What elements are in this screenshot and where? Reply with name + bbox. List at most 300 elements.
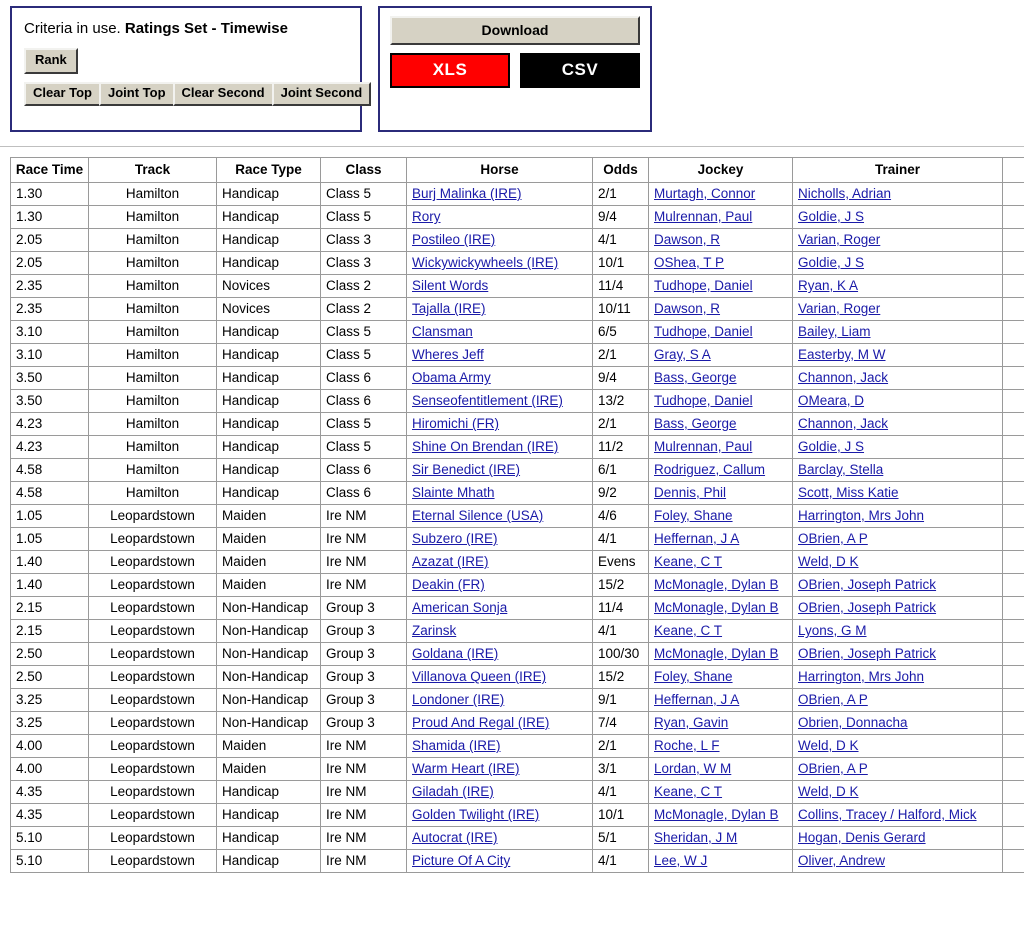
cell-jockey[interactable] [649,436,793,459]
cell-trainer-link[interactable]: Nicholls, Adrian [798,186,892,201]
criteria-set-name: Ratings Set - Timewise [124,20,288,37]
rank-button[interactable]: Rank [24,48,78,74]
table-row [11,367,1024,390]
cell-extra [1003,804,1024,827]
cell-trainer[interactable] [793,735,1003,758]
cell-odds: 6/1 [593,459,649,482]
cell-jockey-link[interactable]: OShea, T P [654,255,725,270]
table-row [11,505,1024,528]
cell-jockey-link[interactable]: Dawson, R [654,301,721,316]
table-row [11,528,1024,551]
cell-trainer[interactable] [793,827,1003,850]
cell-horse[interactable] [407,597,593,620]
cell-jockey-link[interactable]: Foley, Shane [654,508,733,523]
cell-race-time: 4.58 [11,482,89,505]
cell-class: Ire NM [321,758,407,781]
cell-horse-link[interactable]: Sir Benedict (IRE) [412,462,521,477]
cell-trainer[interactable] [793,252,1003,275]
cell-jockey-link[interactable]: Bass, George [654,416,737,431]
cell-trainer-link[interactable]: OBrien, Joseph Patrick [798,577,937,592]
column-header-horse[interactable]: Horse [407,158,593,183]
rank-row [24,48,348,74]
cell-trainer[interactable] [793,574,1003,597]
cell-jockey-link[interactable]: Gray, S A [654,347,711,362]
cell-odds: 4/1 [593,850,649,873]
cell-horse[interactable] [407,459,593,482]
cell-horse-link[interactable]: Tajalla (IRE) [412,301,486,316]
cell-trainer[interactable] [793,551,1003,574]
criteria-description [24,20,348,38]
cell-trainer-link[interactable]: Hogan, Denis Gerard [798,830,926,845]
cell-odds: 9/4 [593,206,649,229]
cell-jockey[interactable] [649,597,793,620]
cell-trainer[interactable] [793,781,1003,804]
table-row [11,689,1024,712]
cell-horse[interactable] [407,413,593,436]
cell-jockey-link[interactable]: Tudhope, Daniel [654,278,753,293]
cell-jockey-link[interactable]: McMonagle, Dylan B [654,807,779,822]
table-row [11,620,1024,643]
cell-horse-link[interactable]: Proud And Regal (IRE) [412,715,550,730]
cell-race-type: Handicap [217,321,321,344]
cell-race-time: 1.05 [11,505,89,528]
cell-trainer[interactable] [793,183,1003,206]
cell-trainer-link[interactable]: Harrington, Mrs John [798,669,925,684]
cell-jockey-link[interactable]: Mulrennan, Paul [654,209,753,224]
cell-trainer[interactable] [793,344,1003,367]
cell-jockey[interactable] [649,252,793,275]
cell-horse[interactable] [407,344,593,367]
cell-track: Hamilton [89,252,217,275]
cell-trainer-link[interactable]: OBrien, A P [798,761,868,776]
table-row [11,229,1024,252]
cell-jockey[interactable] [649,758,793,781]
cell-extra [1003,827,1024,850]
joint-second-button[interactable]: Joint Second [272,82,372,106]
clear-second-button[interactable]: Clear Second [173,82,274,106]
cell-class: Group 3 [321,620,407,643]
cell-jockey[interactable] [649,206,793,229]
cell-extra [1003,390,1024,413]
cell-jockey[interactable] [649,827,793,850]
cell-jockey[interactable] [649,643,793,666]
cell-odds: 10/11 [593,298,649,321]
cell-horse-link[interactable]: Hiromichi (FR) [412,416,499,431]
cell-trainer[interactable] [793,298,1003,321]
table-row [11,459,1024,482]
table-row [11,321,1024,344]
cell-trainer[interactable] [793,367,1003,390]
cell-trainer-link[interactable]: Varian, Roger [798,301,881,316]
clear-top-button[interactable]: Clear Top [24,82,101,106]
cell-race-type: Non-Handicap [217,666,321,689]
cell-horse[interactable] [407,827,593,850]
table-row [11,344,1024,367]
table-row [11,183,1024,206]
cell-track: Leopardstown [89,528,217,551]
cell-trainer-link[interactable]: Goldie, J S [798,209,865,224]
cell-track: Leopardstown [89,712,217,735]
cell-horse[interactable] [407,390,593,413]
cell-trainer-link[interactable]: OMeara, D [798,393,865,408]
cell-class: Class 5 [321,206,407,229]
cell-race-time: 3.10 [11,344,89,367]
cell-race-type: Non-Handicap [217,597,321,620]
cell-class: Ire NM [321,735,407,758]
column-header-class[interactable]: Class [321,158,407,183]
cell-odds: 10/1 [593,252,649,275]
cell-horse-link[interactable]: Azazat (IRE) [412,554,489,569]
cell-jockey-link[interactable]: McMonagle, Dylan B [654,646,779,661]
cell-horse[interactable] [407,712,593,735]
cell-extra [1003,275,1024,298]
cell-jockey-link[interactable]: McMonagle, Dylan B [654,577,779,592]
cell-trainer-link[interactable]: Varian, Roger [798,232,881,247]
results-table [10,157,1024,873]
cell-race-time: 4.35 [11,804,89,827]
cell-trainer[interactable] [793,413,1003,436]
cell-jockey-link[interactable]: Heffernan, J A [654,692,740,707]
cell-jockey[interactable] [649,850,793,873]
cell-trainer-link[interactable]: Lyons, G M [798,623,867,638]
cell-trainer[interactable] [793,597,1003,620]
cell-class: Ire NM [321,827,407,850]
cell-race-time: 2.35 [11,298,89,321]
cell-trainer-link[interactable]: Barclay, Stella [798,462,884,477]
column-header-extra [1003,158,1024,183]
cell-track: Leopardstown [89,620,217,643]
cell-jockey[interactable] [649,344,793,367]
cell-jockey[interactable] [649,183,793,206]
cell-trainer[interactable] [793,528,1003,551]
cell-extra [1003,528,1024,551]
cell-horse[interactable] [407,206,593,229]
cell-race-type: Handicap [217,827,321,850]
cell-trainer-link[interactable]: Easterby, M W [798,347,886,362]
cell-horse-link[interactable]: Slainte Mhath [412,485,495,500]
cell-jockey[interactable] [649,551,793,574]
cell-odds: 11/4 [593,597,649,620]
cell-class: Class 5 [321,436,407,459]
cell-jockey[interactable] [649,781,793,804]
cell-jockey[interactable] [649,321,793,344]
joint-top-button[interactable]: Joint Top [99,82,175,106]
cell-trainer-link[interactable]: OBrien, A P [798,531,868,546]
cell-class: Ire NM [321,804,407,827]
cell-horse[interactable] [407,689,593,712]
cell-horse-link[interactable]: Senseofentitlement (IRE) [412,393,563,408]
cell-track: Leopardstown [89,505,217,528]
cell-horse-link[interactable]: Goldana (IRE) [412,646,499,661]
cell-race-time: 2.35 [11,275,89,298]
table-row [11,666,1024,689]
cell-jockey[interactable] [649,413,793,436]
cell-jockey-link[interactable]: Tudhope, Daniel [654,393,753,408]
cell-jockey[interactable] [649,229,793,252]
download-xls-button[interactable]: XLS [390,53,510,88]
cell-trainer-link[interactable]: Scott, Miss Katie [798,485,899,500]
cell-extra [1003,666,1024,689]
cell-jockey-link[interactable]: Lee, W J [654,853,708,868]
cell-jockey[interactable] [649,689,793,712]
cell-trainer[interactable] [793,804,1003,827]
cell-trainer-link[interactable]: Weld, D K [798,784,859,799]
cell-race-time: 2.50 [11,666,89,689]
column-header-jockey[interactable]: Jockey [649,158,793,183]
cell-track: Leopardstown [89,827,217,850]
cell-trainer-link[interactable]: Weld, D K [798,554,859,569]
cell-horse-link[interactable]: Silent Words [412,278,489,293]
cell-horse[interactable] [407,620,593,643]
cell-horse-link[interactable]: American Sonja [412,600,508,615]
cell-horse-link[interactable]: Wheres Jeff [412,347,484,362]
cell-horse[interactable] [407,367,593,390]
cell-horse-link[interactable]: Wickywickywheels (IRE) [412,255,559,270]
cell-jockey-link[interactable]: Bass, George [654,370,737,385]
cell-horse-link[interactable]: Shamida (IRE) [412,738,501,753]
cell-horse[interactable] [407,436,593,459]
cell-trainer-link[interactable]: OBrien, Joseph Patrick [798,600,937,615]
cell-horse[interactable] [407,758,593,781]
cell-horse-link[interactable]: Londoner (IRE) [412,692,505,707]
cell-race-type: Handicap [217,206,321,229]
cell-trainer[interactable] [793,482,1003,505]
cell-trainer-link[interactable]: Harrington, Mrs John [798,508,925,523]
cell-race-time: 4.23 [11,413,89,436]
cell-trainer[interactable] [793,850,1003,873]
cell-track: Hamilton [89,436,217,459]
cell-horse-link[interactable]: Rory [412,209,441,224]
cell-jockey-link[interactable]: Foley, Shane [654,669,733,684]
cell-horse-link[interactable]: Subzero (IRE) [412,531,498,546]
cell-jockey[interactable] [649,505,793,528]
cell-trainer-link[interactable]: Bailey, Liam [798,324,871,339]
cell-horse-link[interactable]: Picture Of A City [412,853,511,868]
cell-jockey[interactable] [649,666,793,689]
cell-extra [1003,459,1024,482]
cell-jockey-link[interactable]: Roche, L F [654,738,720,753]
cell-extra [1003,367,1024,390]
cell-horse[interactable] [407,804,593,827]
cell-jockey[interactable] [649,275,793,298]
cell-odds: 2/1 [593,413,649,436]
cell-horse[interactable] [407,482,593,505]
cell-track: Leopardstown [89,689,217,712]
cell-jockey-link[interactable]: Murtagh, Connor [654,186,756,201]
cell-trainer[interactable] [793,321,1003,344]
cell-jockey[interactable] [649,620,793,643]
cell-race-type: Non-Handicap [217,689,321,712]
cell-trainer-link[interactable]: Collins, Tracey / Halford, Mick [798,807,977,822]
table-row [11,597,1024,620]
cell-jockey-link[interactable]: Keane, C T [654,784,723,799]
cell-horse[interactable] [407,781,593,804]
cell-extra [1003,712,1024,735]
cell-race-time: 3.50 [11,390,89,413]
table-row [11,298,1024,321]
cell-jockey-link[interactable]: Dawson, R [654,232,721,247]
cell-track: Leopardstown [89,551,217,574]
cell-trainer[interactable] [793,758,1003,781]
cell-horse-link[interactable]: Villanova Queen (IRE) [412,669,547,684]
cell-trainer[interactable] [793,436,1003,459]
cell-odds: 7/4 [593,712,649,735]
cell-horse[interactable] [407,505,593,528]
cell-horse-link[interactable]: Warm Heart (IRE) [412,761,520,776]
cell-trainer-link[interactable]: Channon, Jack [798,416,889,431]
cell-race-type: Handicap [217,781,321,804]
cell-jockey-link[interactable]: Keane, C T [654,623,723,638]
cell-trainer[interactable] [793,689,1003,712]
cell-class: Group 3 [321,643,407,666]
cell-jockey[interactable] [649,712,793,735]
cell-race-type: Handicap [217,229,321,252]
cell-jockey-link[interactable]: Sheridan, J M [654,830,738,845]
cell-track: Leopardstown [89,574,217,597]
cell-trainer-link[interactable]: Goldie, J S [798,255,865,270]
cell-horse-link[interactable]: Shine On Brendan (IRE) [412,439,559,454]
cell-race-type: Maiden [217,551,321,574]
cell-race-type: Maiden [217,505,321,528]
cell-race-type: Novices [217,275,321,298]
table-row [11,643,1024,666]
cell-horse[interactable] [407,850,593,873]
cell-extra [1003,781,1024,804]
cell-jockey[interactable] [649,482,793,505]
cell-horse-link[interactable]: Clansman [412,324,473,339]
cell-race-type: Handicap [217,850,321,873]
cell-extra [1003,574,1024,597]
cell-horse[interactable] [407,183,593,206]
cell-jockey[interactable] [649,574,793,597]
cell-jockey[interactable] [649,367,793,390]
cell-horse[interactable] [407,252,593,275]
table-row [11,275,1024,298]
cell-class: Ire NM [321,850,407,873]
cell-trainer-link[interactable]: Weld, D K [798,738,859,753]
cell-trainer[interactable] [793,229,1003,252]
cell-jockey[interactable] [649,459,793,482]
cell-horse[interactable] [407,275,593,298]
cell-horse-link[interactable]: Autocrat (IRE) [412,830,498,845]
cell-trainer[interactable] [793,620,1003,643]
cell-trainer-link[interactable]: Obrien, Donnacha [798,715,908,730]
cell-trainer[interactable] [793,206,1003,229]
cell-horse[interactable] [407,666,593,689]
cell-trainer-link[interactable]: Channon, Jack [798,370,889,385]
cell-extra [1003,229,1024,252]
cell-class: Class 5 [321,321,407,344]
cell-horse-link[interactable]: Postileo (IRE) [412,232,496,247]
cell-race-time: 4.00 [11,735,89,758]
cell-trainer[interactable] [793,459,1003,482]
cell-jockey-link[interactable]: Rodriguez, Callum [654,462,766,477]
cell-trainer-link[interactable]: Oliver, Andrew [798,853,886,868]
cell-horse-link[interactable]: Zarinsk [412,623,457,638]
cell-horse[interactable] [407,643,593,666]
cell-horse-link[interactable]: Deakin (FR) [412,577,485,592]
cell-race-time: 4.35 [11,781,89,804]
cell-jockey-link[interactable]: Dennis, Phil [654,485,727,500]
cell-track: Leopardstown [89,735,217,758]
column-header-track[interactable]: Track [89,158,217,183]
cell-race-time: 1.40 [11,551,89,574]
cell-class: Class 2 [321,275,407,298]
cell-jockey-link[interactable]: Keane, C T [654,554,723,569]
download-title: Download [390,16,640,45]
cell-trainer[interactable] [793,275,1003,298]
cell-horse[interactable] [407,229,593,252]
cell-jockey-link[interactable]: Ryan, Gavin [654,715,729,730]
cell-jockey[interactable] [649,735,793,758]
cell-track: Leopardstown [89,850,217,873]
cell-horse[interactable] [407,551,593,574]
cell-horse[interactable] [407,321,593,344]
column-header-odds[interactable]: Odds [593,158,649,183]
cell-class: Class 6 [321,390,407,413]
results-table-wrap [0,157,1024,873]
cell-odds: 9/1 [593,689,649,712]
cell-track: Hamilton [89,298,217,321]
cell-jockey[interactable] [649,390,793,413]
cell-trainer-link[interactable]: OBrien, A P [798,692,868,707]
cell-horse[interactable] [407,735,593,758]
cell-race-time: 3.25 [11,712,89,735]
cell-jockey[interactable] [649,528,793,551]
cell-horse-link[interactable]: Burj Malinka (IRE) [412,186,522,201]
cell-class: Ire NM [321,505,407,528]
cell-odds: 4/1 [593,781,649,804]
cell-horse-link[interactable]: Obama Army [412,370,491,385]
download-buttons [390,53,640,88]
cell-jockey[interactable] [649,298,793,321]
cell-trainer-link[interactable]: Goldie, J S [798,439,865,454]
cell-jockey-link[interactable]: Heffernan, J A [654,531,740,546]
cell-trainer[interactable] [793,666,1003,689]
cell-trainer-link[interactable]: OBrien, Joseph Patrick [798,646,937,661]
cell-jockey-link[interactable]: McMonagle, Dylan B [654,600,779,615]
cell-trainer-link[interactable]: Ryan, K A [798,278,859,293]
column-header-race-time[interactable]: Race Time [11,158,89,183]
cell-race-time: 3.25 [11,689,89,712]
cell-race-time: 4.23 [11,436,89,459]
column-header-trainer[interactable]: Trainer [793,158,1003,183]
download-csv-button[interactable]: CSV [520,53,640,88]
cell-horse[interactable] [407,574,593,597]
cell-jockey-link[interactable]: Tudhope, Daniel [654,324,753,339]
cell-horse-link[interactable]: Giladah (IRE) [412,784,494,799]
cell-race-type: Handicap [217,459,321,482]
cell-trainer[interactable] [793,505,1003,528]
cell-jockey-link[interactable]: Lordan, W M [654,761,732,776]
cell-horse-link[interactable]: Golden Twilight (IRE) [412,807,540,822]
criteria-panel [10,6,362,132]
cell-race-time: 1.30 [11,206,89,229]
cell-odds: 100/30 [593,643,649,666]
cell-trainer[interactable] [793,390,1003,413]
cell-class: Ire NM [321,551,407,574]
cell-horse-link[interactable]: Eternal Silence (USA) [412,508,544,523]
cell-race-type: Novices [217,298,321,321]
cell-jockey-link[interactable]: Mulrennan, Paul [654,439,753,454]
cell-trainer[interactable] [793,712,1003,735]
cell-odds: 15/2 [593,574,649,597]
column-header-race-type[interactable]: Race Type [217,158,321,183]
cell-horse[interactable] [407,528,593,551]
cell-trainer[interactable] [793,643,1003,666]
cell-jockey[interactable] [649,804,793,827]
cell-horse[interactable] [407,298,593,321]
